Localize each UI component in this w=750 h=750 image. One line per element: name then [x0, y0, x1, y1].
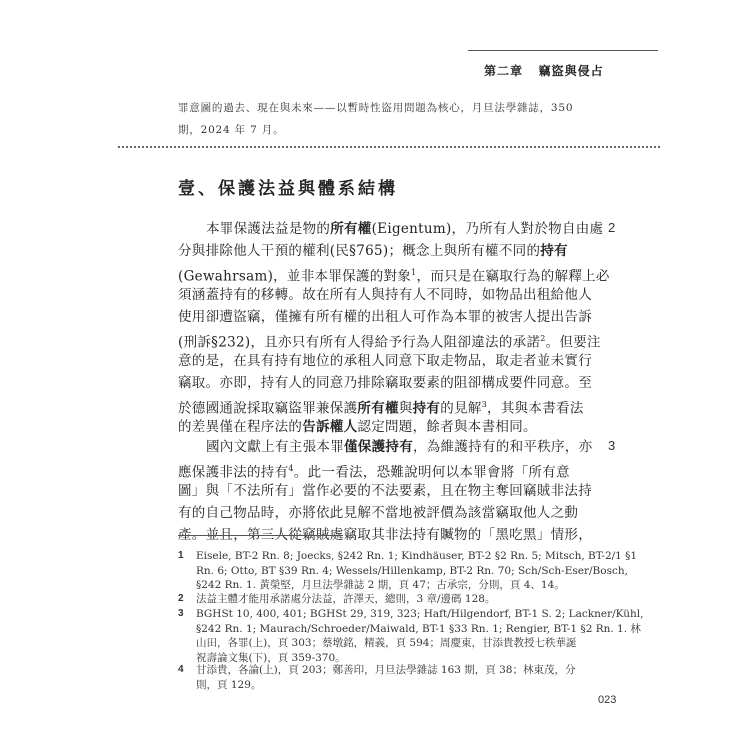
body-line — [178, 218, 604, 240]
text-run: 意的是，在具有持有地位的承租人同意下取走物品，取走者並未實行 — [178, 353, 592, 369]
text-run: 的見解 — [440, 400, 482, 417]
text-run: (Eigentum)，乃所有人對於物自由處 — [371, 221, 604, 237]
body-line — [178, 480, 596, 502]
body-line — [178, 502, 596, 524]
text-run: 應保護非法的持有 — [178, 464, 289, 481]
text-run: ，為維護持有的和平秩序，亦 — [413, 439, 593, 455]
text-run: (刑訴§232)，且亦只有所有人得給予行為人阻卻違法的承諾 — [178, 334, 541, 351]
emphasis-term: 持有 — [412, 400, 441, 417]
footnote-line: §242 Rn. 1. 黃榮堅，月旦法學雜誌 2 期，頁 47；古承宗，分則，頁 4、14。 — [196, 579, 565, 591]
chapter-number: 第二章 — [484, 64, 524, 78]
text-run: 的差異僅在程序法的 — [178, 419, 303, 435]
text-run: 產。並且，第三人從竊賊處竊取其非法持有贓物的「黑吃黑」情形， — [178, 527, 592, 543]
text-run: 須涵蓋持有的移轉。故在所有人與持有人不同時，如物品出租給他人 — [178, 287, 592, 303]
footnote-line: 祝壽論文集(下)，頁 359-370。 — [196, 651, 346, 664]
text-run: 本罪保護法益是物的 — [206, 221, 331, 237]
emphasis-term: 持有 — [540, 243, 568, 259]
footnote-line: Rn. 6; Otto, BT §39 Rn. 4; Wessels/Hillenkamp, BT-2 Rn. 70; Sch/Sch-Eser/Bosch, — [196, 564, 628, 577]
emphasis-term: 所有權 — [357, 400, 399, 417]
footnote-line: BGHSt 10, 400, 401; BGHSt 29, 319, 323; Haft/Hilgendorf, BT-1 S. 2; Lackner/Kühl, — [196, 608, 644, 620]
emphasis-term: 所有權 — [330, 221, 372, 237]
text-run: 。但要注 — [545, 334, 601, 351]
dotted-divider — [118, 146, 660, 148]
continued-reference-line-2: 期，2024 年 7 月。 — [178, 124, 285, 136]
emphasis-term: 僅保護持有 — [344, 439, 413, 455]
footnote-ref[interactable]: 3 — [481, 400, 488, 409]
footnote-line: 甘添貴，各論(上)，頁 203；鄭善印，月旦法學雜誌 163 期，頁 38；林東茂，分 — [196, 664, 576, 676]
footnote-line: 法益主體才能用承諾處分法益，許澤天，總則，3 章/邊碼 128。 — [196, 593, 496, 605]
footnote-line: 山田，各罪(上)，頁 303；蔡墩銘，精義，頁 594；周慶東，甘添貴教授七秩華誕 — [196, 637, 577, 649]
text-run: 竊取。亦即，持有人的同意乃排除竊取要素的阻卻構成要件同意。至 — [178, 375, 592, 391]
body-line — [178, 416, 596, 438]
text-run: 有的自己物品時，亦將依此見解不當地被評價為該當竊取他人之動 — [178, 505, 579, 521]
footnote-number: 2 — [178, 593, 184, 604]
body-line — [178, 284, 596, 306]
continued-reference-line-1: 罪意圖的過去、現在與未來——以暫時性盜用問題為核心，月旦法學雜誌，350 — [178, 102, 574, 114]
text-run: ，其與本書看法 — [487, 400, 584, 417]
body-line — [178, 436, 596, 458]
footnote-number: 3 — [178, 608, 184, 619]
body-line — [178, 306, 596, 328]
text-run: 與 — [398, 400, 413, 417]
emphasis-term: 告訴權人 — [302, 419, 358, 435]
text-run: 分與排除他人干預的權利(民§765)；概念上與所有權不同的 — [178, 243, 541, 259]
header-rule — [468, 50, 658, 51]
section-heading: 壹、保護法益與體系結構 — [178, 179, 398, 199]
footnote-ref[interactable]: 1 — [411, 268, 417, 277]
footnote-line: §242 Rn. 1; Maurach/Schroeder/Maiwald, BT-1 §33 Rn. 1; Rengier, BT-1 §2 Rn. 1. 林 — [196, 622, 641, 635]
text-run: ，而只是在竊取行為的解釋上必 — [416, 268, 610, 285]
text-run: 使用卻遭盜竊，僅擁有所有權的出租人可作為本罪的被害人提出告訴 — [178, 309, 592, 325]
footnote-ref[interactable]: 2 — [540, 334, 546, 343]
page-number: 023 — [598, 694, 617, 706]
footnote-rule — [178, 535, 343, 536]
body-line — [178, 372, 596, 394]
chapter-title: 竊盜與侵占 — [538, 64, 604, 78]
footnote-line: 則，頁 129。 — [196, 678, 262, 691]
text-run: (Gewahrsam)，並非本罪保護的對象 — [178, 268, 412, 285]
footnote-ref[interactable]: 4 — [288, 464, 294, 473]
text-run: 於德國通說採取竊盜罪兼保護 — [178, 400, 358, 417]
footnote-number: 4 — [178, 664, 184, 675]
text-run: 認定問題，餘者與本書相同。 — [357, 419, 537, 435]
running-header — [484, 62, 604, 79]
text-run: 圖」與「不法所有」當作必要的不法要素，且在物主奪回竊賊非法持 — [178, 483, 592, 499]
margin-number: 3 — [608, 438, 616, 453]
footnote-number: 1 — [178, 550, 184, 561]
footnote-line: Eisele, BT-2 Rn. 8; Joecks, §242 Rn. 1; Kindhäuser, BT-2 §2 Rn. 5; Mitsch, BT-2/1 §1 — [196, 550, 638, 562]
text-run: 國內文獻上有主張本罪 — [206, 439, 344, 455]
margin-number: 2 — [608, 220, 616, 235]
text-run: 。此一看法，恐難說明何以本罪會將「所有意 — [293, 464, 570, 481]
body-line — [178, 350, 596, 372]
body-line — [178, 240, 596, 262]
